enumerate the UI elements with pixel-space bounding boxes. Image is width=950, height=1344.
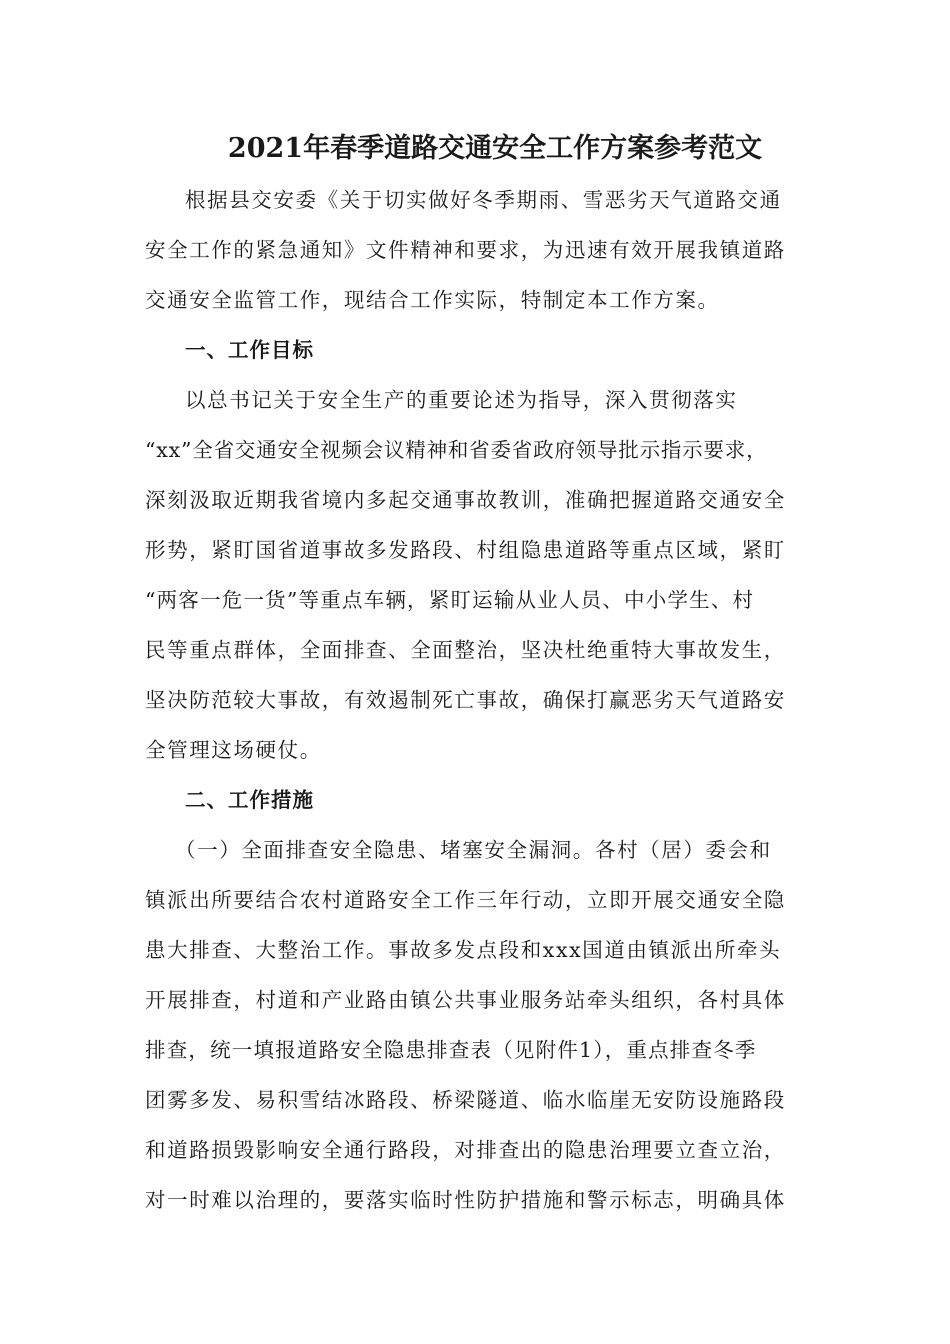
paragraph-line: （一）全面排查安全隐患、堵塞安全漏洞。各村（居）委会和: [175, 838, 772, 862]
paragraph-line: 坚决防范较大事故，有效遏制死亡事故，确保打赢恶劣天气道路安: [145, 688, 786, 712]
paragraph-line: 深刻汲取近期我省境内多起交通事故教训，准确把握道路交通安全: [145, 488, 786, 512]
section-heading-measures: 二、工作措施: [185, 788, 314, 812]
paragraph-line: 全管理这场硬仗。: [145, 738, 322, 762]
paragraph-line: 形势，紧盯国省道事故多发路段、村组隐患道路等重点区域，紧盯: [145, 538, 786, 562]
paragraph-line: 和道路损毁影响安全通行路段，对排查出的隐患治理要立查立治，: [145, 1138, 786, 1162]
document-title: 2021年春季道路交通安全工作方案参考范文: [227, 133, 763, 164]
paragraph-line: “xx”全省交通安全视频会议精神和省委省政府领导批示指示要求，: [145, 438, 768, 462]
paragraph-line: 以总书记关于安全生产的重要论述为指导，深入贯彻落实: [185, 388, 738, 412]
paragraph-line: 对一时难以治理的，要落实临时性防护措施和警示标志，明确具体: [145, 1188, 786, 1212]
paragraph-line: 患大排查、大整治工作。事故多发点段和xxx国道由镇派出所牵头: [145, 938, 782, 962]
paragraph-line: 开展排查，村道和产业路由镇公共事业服务站牵头组织，各村具体: [145, 988, 786, 1012]
section-heading-goals: 一、工作目标: [185, 338, 314, 362]
paragraph-line: 镇派出所要结合农村道路安全工作三年行动，立即开展交通安全隐: [145, 888, 786, 912]
paragraph-line: 民等重点群体，全面排查、全面整治，坚决杜绝重特大事故发生，: [145, 638, 786, 662]
paragraph-line: 排查，统一填报道路安全隐患排查表（见附件1），重点排查冬季: [145, 1038, 757, 1062]
paragraph-line: 根据县交安委《关于切实做好冬季期雨、雪恶劣天气道路交通: [185, 188, 782, 212]
paragraph-line: 安全工作的紧急通知》文件精神和要求，为迅速有效开展我镇道路: [145, 238, 786, 262]
paragraph-line: 团雾多发、易积雪结冰路段、桥梁隧道、临水临崖无安防设施路段: [145, 1088, 786, 1112]
paragraph-line: 交通安全监管工作，现结合工作实际，特制定本工作方案。: [145, 288, 720, 312]
paragraph-line: “两客一危一货”等重点车辆，紧盯运输从业人员、中小学生、村: [145, 588, 755, 612]
